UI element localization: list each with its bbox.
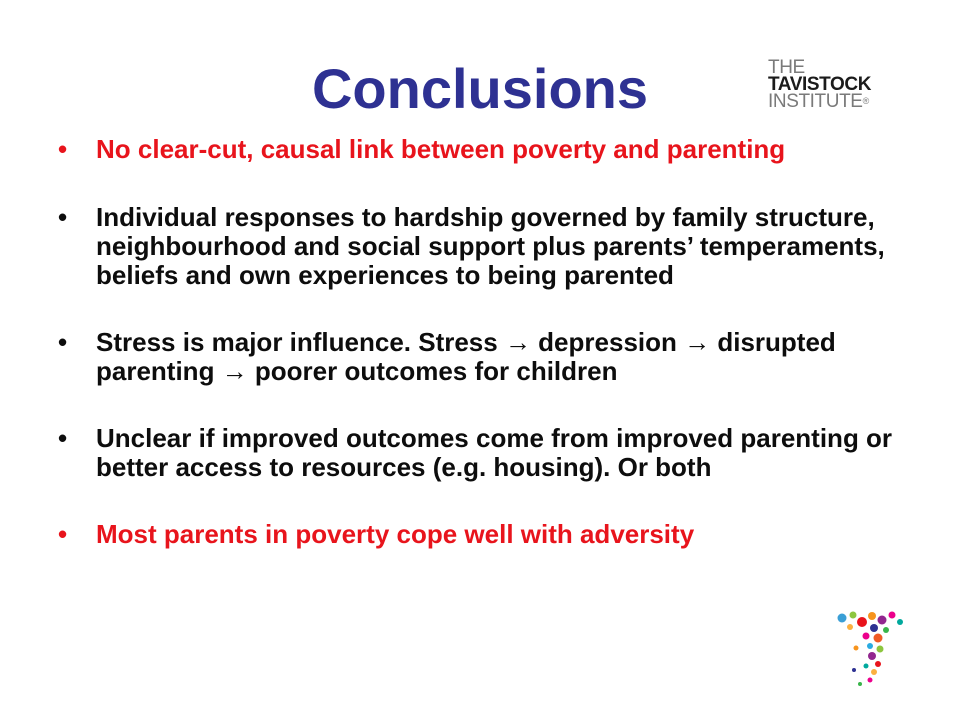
tavistock-institute-logo	[768, 59, 871, 110]
bullet-item	[58, 203, 918, 290]
bullet-item	[58, 424, 918, 482]
bullet-text: Stress is major influence. Stress → depression → disrupted parenting → poorer outcomes for children	[96, 327, 836, 386]
bullet-text: Unclear if improved outcomes come from improved parenting or better access to resources (e.g. housing). Or both	[96, 423, 893, 482]
bullet-item	[58, 520, 918, 549]
logo-institute-text: INSTITUTE	[768, 91, 863, 112]
bullet-dot: •	[58, 327, 68, 357]
logo-registered-mark: ®	[862, 96, 869, 106]
decorative-dots-icon	[826, 608, 946, 693]
conclusions-list	[58, 135, 918, 549]
logo-line-institute	[768, 93, 871, 110]
bullet-text: Individual responses to hardship governed by family structure, neighbourhood and social support plus parents’ temperaments, beliefs and own experiences to being parented	[96, 202, 885, 290]
bullet-dot: •	[58, 519, 68, 549]
bullet-item	[58, 135, 918, 164]
bullet-dot: •	[58, 134, 68, 164]
bullet-text: Most parents in poverty cope well with adversity	[96, 519, 695, 549]
bullet-text: No clear-cut, causal link between poverty and parenting	[96, 134, 786, 164]
bullet-item	[58, 328, 918, 386]
slide-title: Conclusions	[311, 57, 649, 120]
bullet-dot: •	[58, 423, 68, 453]
logo-line-tavistock: TAVISTOCK	[768, 74, 872, 95]
logo-line-the: THE	[768, 57, 805, 78]
bullet-dot: •	[58, 202, 68, 232]
